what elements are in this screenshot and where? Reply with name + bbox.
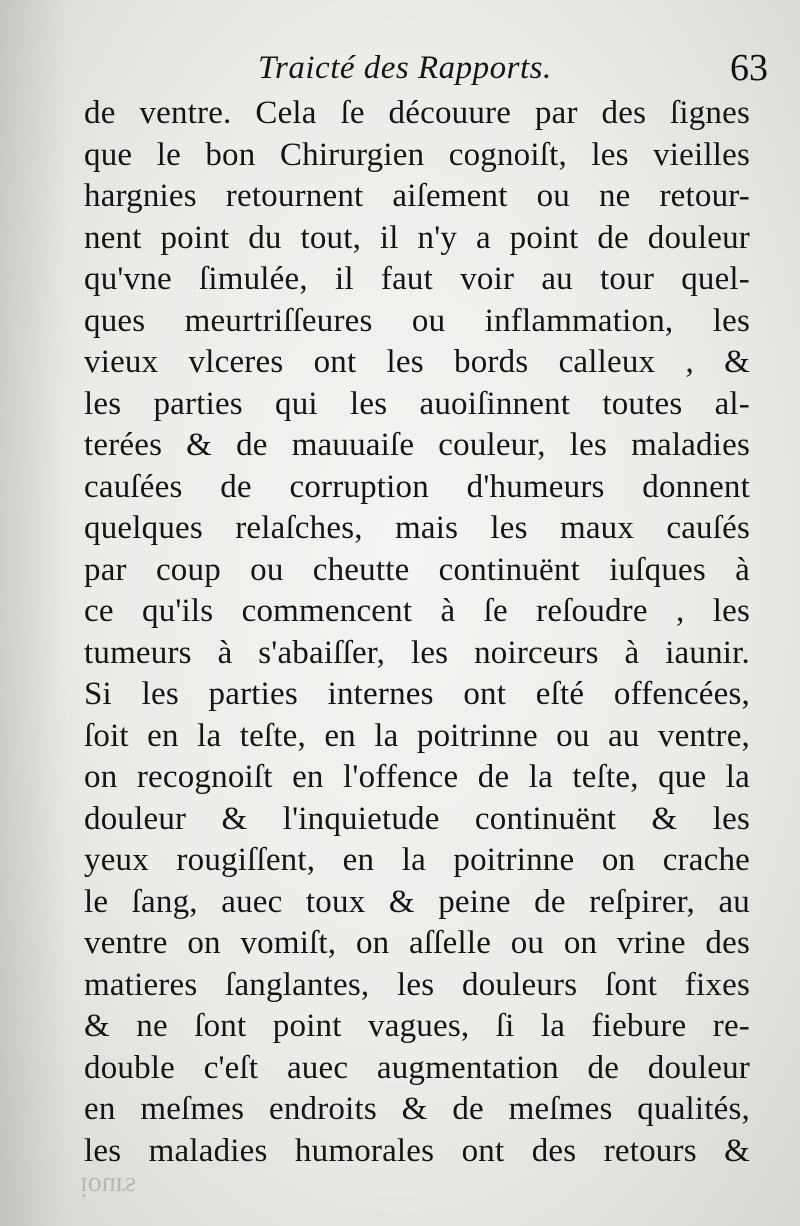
text-line: que le bon Chirurgien cognoiſt, les vieilles — [84, 136, 750, 173]
page-number: 63 — [730, 47, 768, 89]
text-line: vieux vlceres ont les bords calleux , & — [84, 344, 750, 380]
text-line: yeux rougiſſent, en la poitrinne on crache — [84, 842, 750, 878]
text-line: matieres ſanglantes, les douleurs ſont fixes — [84, 966, 750, 1003]
running-title: Traicté des Rapports. — [258, 50, 552, 86]
body-text — [84, 93, 750, 1172]
text-line: par coup ou cheutte continuënt iuſques à — [84, 551, 750, 588]
text-line: les maladies humorales ont des retours & — [84, 1132, 750, 1169]
text-line: en meſmes endroits & de meſmes qualités, — [84, 1091, 750, 1127]
text-line: quelques relaſches, mais les maux cauſés — [84, 510, 750, 546]
text-line: terées & de mauuaiſe couleur, les maladies — [84, 427, 750, 463]
text-line: cauſées de corruption d'humeurs donnent — [84, 468, 750, 505]
text-line: tumeurs à s'abaiſſer, les noirceurs à iaunir. — [84, 634, 750, 671]
text-line: ques meurtriſſeures ou inflammation, les — [84, 302, 750, 339]
text-line: ventre on vomiſt, on aſſelle ou on vrine des — [84, 925, 750, 961]
running-head — [80, 40, 770, 96]
text-line: qu'vne ſimulée, il faut voir au tour quel- — [84, 261, 750, 297]
text-line: on recognoiſt en l'offence de la teſte, que la — [84, 759, 750, 795]
text-line: de ventre. Cela ſe découure par des ſignes — [84, 95, 750, 131]
show-through-text: iours — [80, 1171, 136, 1202]
text-line: Si les parties internes ont eſté offencées, — [84, 676, 750, 712]
text-line: nent point du tout, il n'y a point de douleur — [84, 219, 750, 256]
text-line: le ſang, auec toux & peine de reſpirer, au — [84, 883, 750, 920]
text-line: & ne ſont point vagues, ſi la fiebure re- — [84, 1008, 750, 1044]
text-line: hargnies retournent aiſement ou ne retour- — [84, 178, 750, 214]
text-line: ſoit en la teſte, en la poitrinne ou au ventre, — [84, 717, 750, 754]
text-line: double c'eſt auec augmentation de douleur — [84, 1049, 750, 1086]
text-line: ce qu'ils commencent à ſe reſoudre , les — [84, 593, 750, 629]
text-line: les parties qui les auoiſinnent toutes al- — [84, 385, 750, 422]
text-line: douleur & l'inquietude continuënt & les — [84, 800, 750, 837]
